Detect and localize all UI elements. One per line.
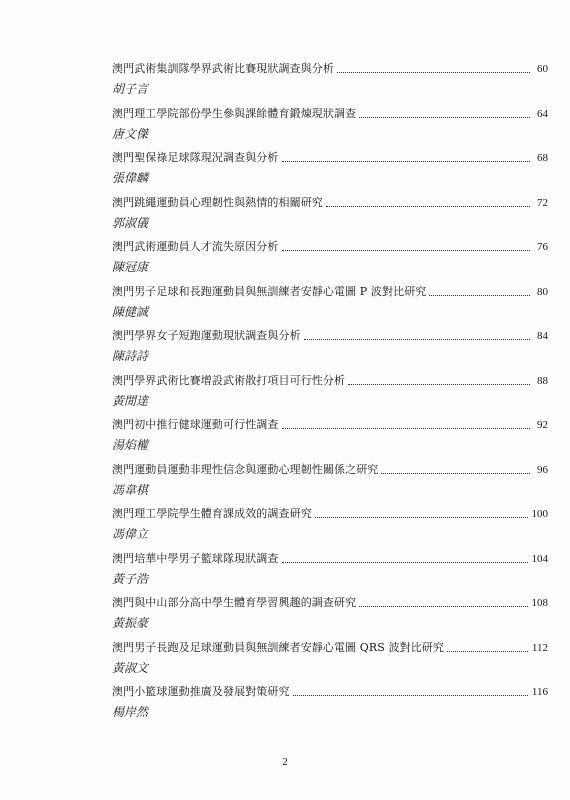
dot-leader [282,249,531,251]
toc-page-number: 92 [537,419,548,431]
toc-entry [112,637,548,682]
toc-title: 澳門培華中學男子籃球隊現狀調查 [112,551,279,565]
toc-author: 湯焰權 [112,438,149,452]
dot-leader [282,427,531,429]
dot-leader [359,605,527,607]
dot-leader [447,650,528,652]
toc-entry [112,681,548,726]
toc-line[interactable] [112,414,548,432]
toc-line[interactable] [112,103,548,121]
toc-line[interactable] [112,192,548,210]
toc-page-number: 84 [537,330,548,342]
toc-page-number: 96 [537,463,548,476]
toc-page-number: 72 [537,196,548,209]
toc-entry [112,414,548,459]
toc-page-number: 76 [537,241,548,253]
toc-title: 澳門武術運動員人才流失原因分析 [112,240,279,253]
toc-entry [112,58,548,103]
toc-title: 澳門男子足球和長跑運動員與無訓練者安靜心電圖 P 波對比研究 [112,284,427,298]
dot-leader [282,561,528,563]
toc-author: 黃振豪 [112,616,149,630]
toc-title: 澳門初中推行健球運動可行性調查 [112,418,279,431]
toc-line[interactable] [112,503,548,521]
toc-author: 黃子浩 [112,571,149,586]
dot-leader [293,694,528,696]
toc-line[interactable] [112,592,548,610]
toc-line[interactable] [112,147,548,165]
toc-page-number: 104 [531,552,548,565]
toc-page-number: 68 [537,152,548,164]
toc-author: 陳冠康 [112,260,149,274]
toc-title: 澳門男子長跑及足球運動員與無訓練者安靜心電圖 QRS 波對比研究 [112,640,445,654]
toc-author: 胡子言 [112,82,149,96]
toc-entry [112,236,548,281]
toc-line[interactable] [112,281,548,299]
toc-entry [112,281,548,326]
toc-line[interactable] [112,370,548,388]
toc-author: 陳詩詩 [112,349,149,363]
toc-author: 張偉麟 [112,171,149,185]
toc-entry [112,192,548,237]
toc-author: 馮偉立 [112,527,149,541]
toc-line[interactable] [112,325,548,343]
toc-title: 澳門理工學院學生體育課成效的調查研究 [112,507,312,520]
toc-line[interactable] [112,236,548,254]
toc-author: 黃閒達 [112,393,149,408]
dot-leader [337,71,530,73]
dot-leader [429,294,530,296]
toc-line[interactable] [112,681,548,699]
toc-author: 唐文傑 [112,126,149,141]
dot-leader [315,516,528,518]
toc-page-number: 60 [537,63,548,75]
toc-title: 澳門學界女子短跑運動現狀調查與分析 [112,329,301,342]
toc-title: 澳門聖保祿足球隊現況調查與分析 [112,151,279,164]
toc-title: 澳門跳繩運動員心理韌性與熱情的相關研究 [112,195,323,209]
toc-title: 澳門學界武術比賽增設武術散打項目可行性分析 [112,373,346,387]
toc-author: 黃淑文 [112,660,149,675]
toc-title: 澳門武術集訓隊學界武術比賽現狀調查與分析 [112,62,334,75]
toc-page-number: 108 [531,597,548,609]
toc-line[interactable] [112,58,548,76]
toc-author: 郭淑儀 [112,215,149,230]
dot-leader [326,205,530,207]
dot-leader [381,472,530,474]
toc-title: 澳門理工學院部份學生參與課餘體育鍛煉現狀調查 [112,106,357,120]
toc-page-number: 112 [531,641,548,654]
toc-line[interactable] [112,459,548,477]
toc-title: 澳門與中山部分高中學生體育學習興趣的調查研究 [112,596,357,609]
dot-leader [348,383,530,385]
toc-entry [112,592,548,637]
toc-entry [112,325,548,370]
toc-title: 澳門運動員運動非理性信念與運動心理韌性關係之研究 [112,462,379,476]
toc-line[interactable] [112,548,548,566]
dot-leader [359,116,530,118]
toc-entry [112,370,548,415]
dot-leader [304,338,530,340]
toc-entry [112,147,548,192]
toc-entry [112,503,548,548]
toc-author: 楊岸然 [112,705,149,719]
toc-page-number: 88 [537,374,548,387]
toc-entry [112,459,548,504]
toc-page-number: 64 [537,107,548,120]
toc-author: 陳健誠 [112,304,149,319]
toc-title: 澳門小籃球運動推廣及發展對策研究 [112,685,290,698]
toc-line[interactable] [112,637,548,655]
page-number: 2 [282,756,288,768]
dot-leader [282,160,531,162]
toc-entry [112,103,548,148]
table-of-contents [112,58,548,726]
toc-entry [112,548,548,593]
toc-page-number: 100 [531,508,548,520]
toc-page-number: 116 [531,686,548,698]
toc-page-number: 80 [537,285,548,298]
toc-author: 馮韋棋 [112,482,149,497]
